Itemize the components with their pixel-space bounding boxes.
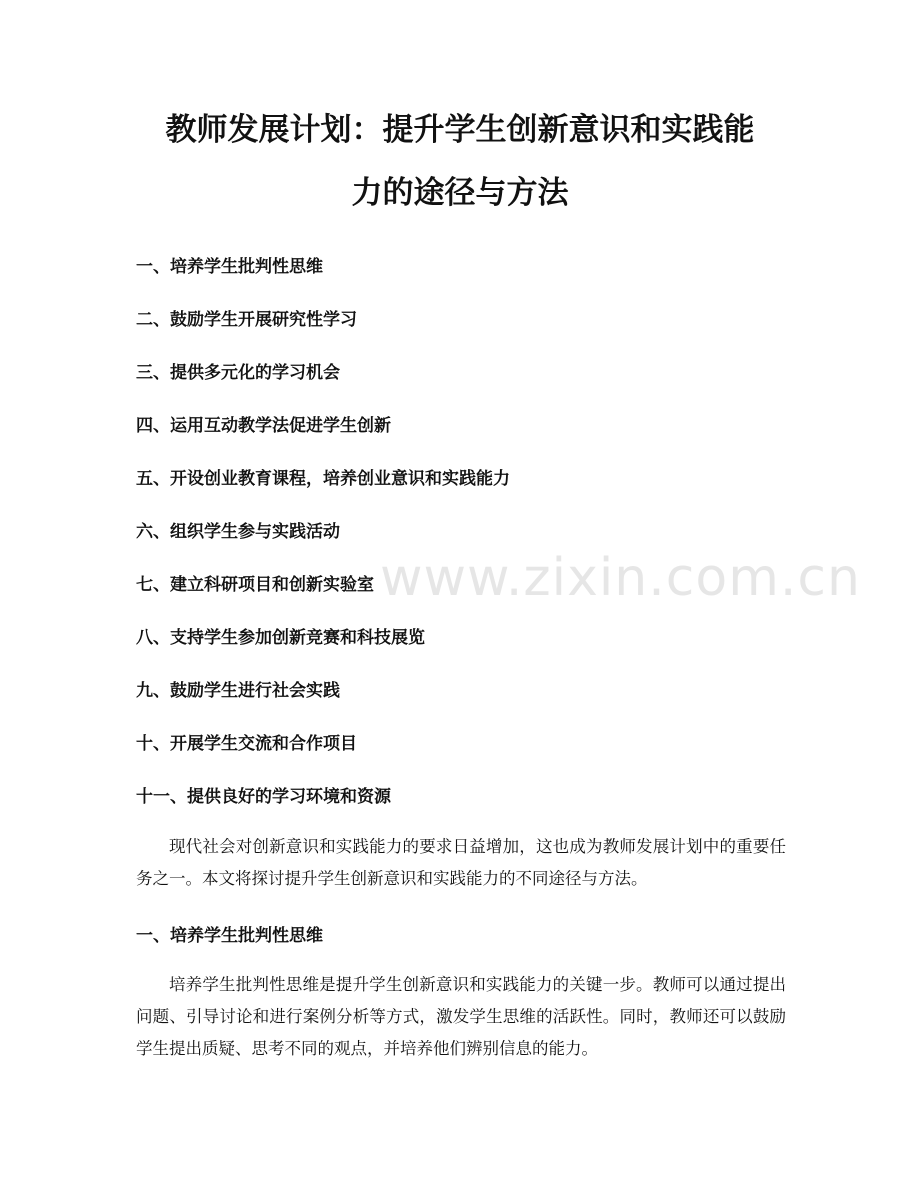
toc-item-8: 八、支持学生参加创新竞赛和科技展览	[136, 628, 425, 648]
toc-item-4: 四、运用互动教学法促进学生创新	[136, 416, 391, 436]
watermark: www.zixin.com.cn	[380, 548, 861, 608]
toc-item-6: 六、组织学生参与实践活动	[136, 522, 340, 542]
intro-paragraph: 现代社会对创新意识和实践能力的要求日益增加，这也成为教师发展计划中的重要任务之一。本文将探讨提升学生创新意识和实践能力的不同途径与方法。	[136, 837, 786, 888]
toc-item-1: 一、培养学生批判性思维	[136, 257, 323, 277]
section-1-heading: 一、培养学生批判性思维	[136, 926, 323, 946]
toc-item-5: 五、开设创业教育课程，培养创业意识和实践能力	[136, 469, 510, 489]
toc-item-9: 九、鼓励学生进行社会实践	[136, 681, 340, 701]
toc-item-3: 三、提供多元化的学习机会	[136, 363, 340, 383]
document-title-line-1: 教师发展计划：提升学生创新意识和实践能	[165, 112, 755, 148]
toc-item-7: 七、建立科研项目和创新实验室	[136, 575, 374, 595]
section-1-paragraph: 培养学生批判性思维是提升学生创新意识和实践能力的关键一步。教师可以通过提出问题、引导讨论和进行案例分析等方式，激发学生思维的活跃性。同时，教师还可以鼓励学生提出质疑、思考不同的观点，并培养他们辨别信息的能力。	[136, 975, 786, 1058]
toc-item-11: 十一、提供良好的学习环境和资源	[136, 787, 391, 807]
document-title-line-2: 力的途径与方法	[351, 175, 569, 211]
toc-item-2: 二、鼓励学生开展研究性学习	[136, 310, 357, 330]
toc-item-10: 十、开展学生交流和合作项目	[136, 734, 357, 754]
